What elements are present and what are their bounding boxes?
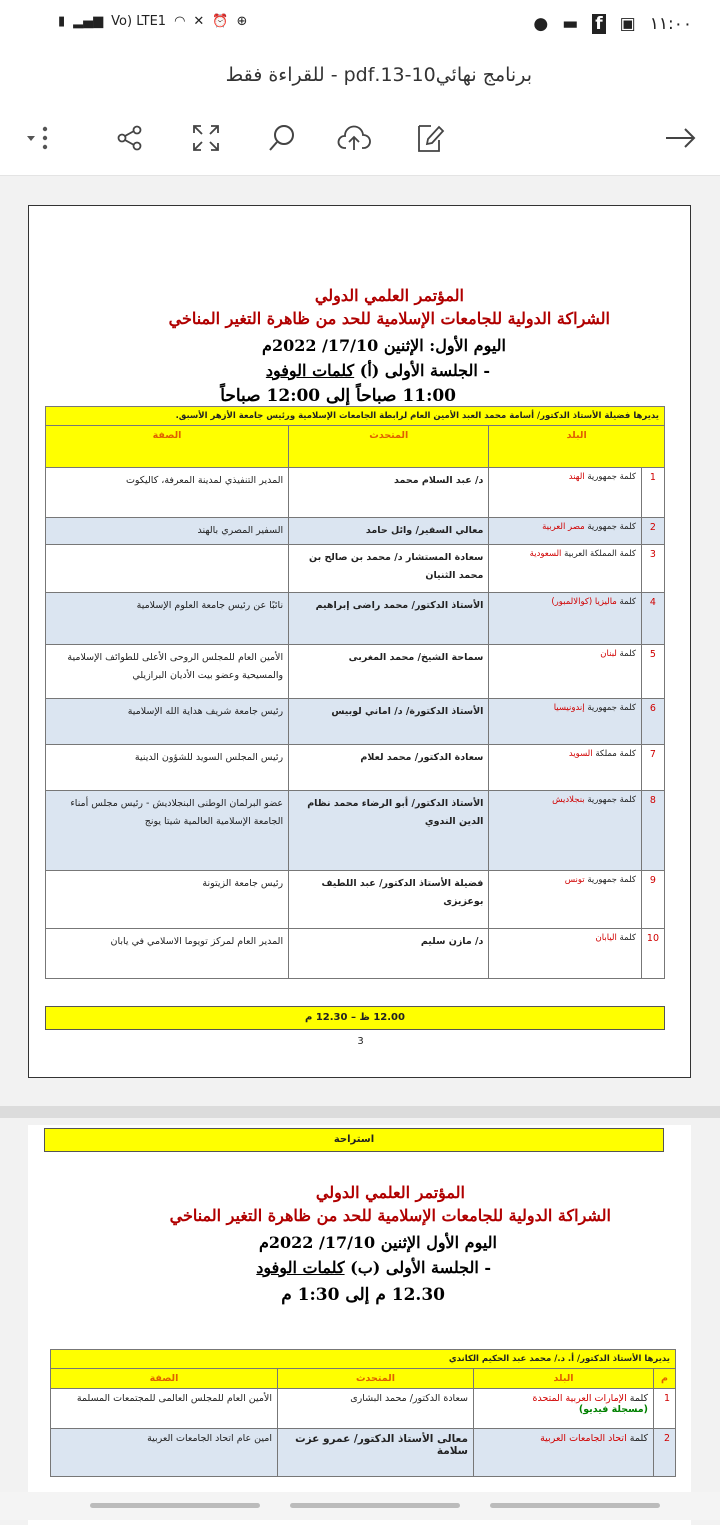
country-name: اليابان [596, 933, 617, 943]
row-speaker: معالي السفير/ وائل حامد [289, 518, 489, 545]
session-time-2: 12.30 م إلى 1:30 م [281, 1285, 445, 1305]
day-heading: اليوم الأول: الإثنين 17/10/ 2022م [262, 336, 506, 355]
signal-icon: ▂▄▆ [73, 14, 103, 29]
day-heading-2: اليوم الأول الإثنين 17/10/ 2022م [259, 1233, 497, 1252]
row-country [489, 593, 642, 645]
row-country [489, 518, 642, 545]
country-prefix: كلمة [617, 933, 636, 943]
row-number: 6 [641, 699, 664, 745]
pdf-page-3 [28, 205, 691, 1078]
country-name: إندونيسيا [554, 703, 585, 713]
session-label: - الجلسة الأولى (أ) [360, 361, 490, 380]
status-left [58, 14, 247, 29]
row-number: 10 [641, 929, 664, 979]
nav-home-pill[interactable] [290, 1503, 460, 1508]
facebook-icon: f [592, 14, 605, 34]
row-role: امين عام اتحاد الجامعات العربية [51, 1429, 278, 1477]
country-name: بنجلاديش [552, 795, 584, 805]
row-country [474, 1389, 654, 1429]
row-role: الأمين العام للمجلس العالمى للمجتمعات المسلمة [51, 1389, 278, 1429]
toolbar [0, 100, 720, 176]
session-chair: يديرها فضيلة الأستاذ الدكتور/ أسامة محمد العبد الأمين العام لرابطة الجامعات الإسلامية ورئيس جامعة الأزهر الأسبق. [46, 407, 665, 426]
row-number: 9 [641, 871, 664, 929]
table-row [51, 1389, 676, 1429]
table-row [46, 468, 665, 518]
row-speaker: سماحة الشيخ/ محمد المغربى [289, 645, 489, 699]
speakers-table-2 [50, 1349, 676, 1477]
conference-heading: المؤتمر العلمي الدولي [315, 286, 464, 305]
row-role: نائبًا عن رئيس جامعة العلوم الإسلامية [46, 593, 289, 645]
country-prefix: كلمة [617, 597, 636, 607]
mute-icon: ✕ [193, 14, 204, 29]
edit-icon[interactable] [410, 118, 450, 158]
col-m: م [654, 1369, 676, 1389]
video-note: (مسجلة فيديو) [579, 1404, 648, 1415]
row-speaker: فضيلة الأستاذ الدكتور/ عبد اللطيف بوعزيزى [289, 871, 489, 929]
fullscreen-icon[interactable] [186, 118, 226, 158]
row-number: 2 [654, 1429, 676, 1477]
cloud-upload-icon[interactable] [334, 118, 374, 158]
nav-recent-pill[interactable] [490, 1503, 660, 1508]
country-name: مصر العربية [542, 522, 585, 532]
row-number: 4 [641, 593, 664, 645]
col-role: الصفة [46, 426, 289, 468]
row-country [489, 745, 642, 791]
country-name: السعودية [530, 549, 562, 559]
row-speaker: الأستاذ الدكتور/ أبو الرضاء محمد نظام الدين الندوي [289, 791, 489, 871]
row-role: المدير التنفيذي لمدينة المعرفة، كاليكوت [46, 468, 289, 518]
session-topic: كلمات الوفود [266, 361, 354, 380]
folder-icon: ▬ [562, 14, 578, 34]
country-prefix: كلمة جمهورية [585, 875, 636, 885]
country-prefix: كلمة جمهورية [585, 472, 636, 482]
row-role: السفير المصري بالهند [46, 518, 289, 545]
row-number: 1 [641, 468, 664, 518]
row-number: 5 [641, 645, 664, 699]
session-heading [266, 361, 490, 380]
table-row [46, 699, 665, 745]
conference-title-2: الشراكة الدولية للجامعات الإسلامية للحد من ظاهرة التغير المناخي [170, 1206, 611, 1225]
row-speaker: سعادة الدكتور/ محمد البشارى [278, 1389, 474, 1429]
session-topic-2: كلمات الوفود [256, 1258, 344, 1277]
share-icon[interactable] [110, 118, 150, 158]
nav-back-pill[interactable] [90, 1503, 260, 1508]
page-number: 3 [29, 1036, 692, 1047]
break-time-bar: 12.00 ظ – 12.30 م [45, 1006, 665, 1030]
row-number: 7 [641, 745, 664, 791]
col-speaker: المتحدث [289, 426, 489, 468]
session-label-2: - الجلسة الأولى (ب) [350, 1258, 491, 1277]
session-chair-2: يديرها الأستاذ الدكتور/ أ. د./ محمد عبد الحكيم الكاندي [51, 1350, 676, 1369]
row-country [489, 929, 642, 979]
col-country-2: البلد [474, 1369, 654, 1389]
row-role: رئيس جامعة شريف هداية الله الإسلامية [46, 699, 289, 745]
country-name: السويد [569, 749, 593, 759]
col-speaker-2: المتحدث [278, 1369, 474, 1389]
col-role-2: الصفة [51, 1369, 278, 1389]
row-role: رئيس جامعة الزيتونة [46, 871, 289, 929]
search-icon[interactable] [262, 118, 302, 158]
country-prefix: كلمة المملكة العربية [561, 549, 636, 559]
country-prefix: كلمة [627, 1393, 648, 1404]
status-bar [0, 0, 720, 56]
table-row [46, 545, 665, 593]
country-name: لبنان [600, 649, 617, 659]
row-role: رئيس المجلس السويد للشؤون الدينية [46, 745, 289, 791]
rest-bar: استراحة [44, 1128, 664, 1152]
dot-icon: ● [533, 14, 548, 34]
table-row [46, 645, 665, 699]
row-number: 2 [641, 518, 664, 545]
document-title: برنامج نهائي10-13.pdf - للقراءة فقط [226, 64, 532, 86]
wifi-icon: ◠ [174, 14, 185, 29]
country-name: الإمارات العربية المتحدة [533, 1393, 627, 1404]
row-country [489, 699, 642, 745]
table-row [46, 593, 665, 645]
row-number: 1 [654, 1389, 676, 1429]
more-menu-icon[interactable] [20, 118, 60, 158]
row-country [474, 1429, 654, 1477]
country-prefix: كلمة جمهورية [585, 703, 636, 713]
battery-icon: ▮ [58, 14, 65, 29]
row-speaker: الأستاذ الدكتورة/ د/ اماني لوبيس [289, 699, 489, 745]
bottom-nav [0, 1492, 720, 1520]
row-number: 8 [641, 791, 664, 871]
pdf-page-4 [28, 1125, 691, 1525]
table-row [46, 518, 665, 545]
status-right [533, 14, 692, 34]
country-prefix: كلمة [617, 649, 636, 659]
country-name: الهند [569, 472, 585, 482]
row-role: عضو البرلمان الوطنى البنجلاديش - رئيس مجلس أمناء الجامعة الإسلامية العالمية شيتا يونج [46, 791, 289, 871]
table-row [46, 871, 665, 929]
col-country: البلد [489, 426, 665, 468]
conference-heading-2: المؤتمر العلمي الدولي [316, 1183, 465, 1202]
row-country [489, 871, 642, 929]
row-country [489, 645, 642, 699]
country-prefix: كلمة مملكة [593, 749, 636, 759]
alarm-icon: ⏰ [212, 14, 228, 29]
row-speaker: سعادة المستشار د/ محمد بن صالح بن محمد الثنيان [289, 545, 489, 593]
vpn-icon: ⊕ [237, 14, 248, 29]
country-name: ماليزيا (كوالالمبور) [551, 597, 617, 607]
page-gap [0, 1106, 720, 1118]
speakers-table [45, 406, 665, 979]
arrow-right-icon[interactable] [660, 118, 700, 158]
table-row [46, 791, 665, 871]
row-role: الأمين العام للمجلس الروحى الأعلى للطوائف الإسلامية والمسيحية وعضو بيت الأديان البرازيلي [46, 645, 289, 699]
row-role [46, 545, 289, 593]
row-speaker: سعادة الدكتور/ محمد لعلام [289, 745, 489, 791]
table-row [46, 745, 665, 791]
session-heading-2 [256, 1258, 491, 1277]
session-time: 11:00 صباحاً إلى 12:00 صباحاً [220, 386, 456, 406]
document-title-bar [0, 56, 720, 100]
country-prefix: كلمة [627, 1433, 648, 1444]
table-row [46, 929, 665, 979]
image-icon: ▣ [620, 14, 636, 34]
table-row [51, 1429, 676, 1477]
row-number: 3 [641, 545, 664, 593]
country-name: اتحاد الجامعات العربية [540, 1433, 627, 1444]
row-country [489, 791, 642, 871]
country-name: تونس [565, 875, 585, 885]
lte-label: Vo) LTE1 [111, 14, 166, 29]
country-prefix: كلمة جمهورية [585, 522, 636, 532]
country-prefix: كلمة جمهورية [585, 795, 636, 805]
row-speaker: د/ عبد السلام محمد [289, 468, 489, 518]
conference-title: الشراكة الدولية للجامعات الإسلامية للحد من ظاهرة التغير المناخي [169, 309, 610, 328]
row-country [489, 468, 642, 518]
row-speaker: د/ مازن سليم [289, 929, 489, 979]
row-speaker: معالى الأستاذ الدكتور/ عمرو عزت سلامة [278, 1429, 474, 1477]
row-role: المدير العام لمركز تويوما الاسلامي في يابان [46, 929, 289, 979]
row-speaker: الأستاذ الدكتور/ محمد راضى إبراهيم [289, 593, 489, 645]
row-country [489, 545, 642, 593]
clock-time: ١١:٠٠ [650, 14, 692, 34]
